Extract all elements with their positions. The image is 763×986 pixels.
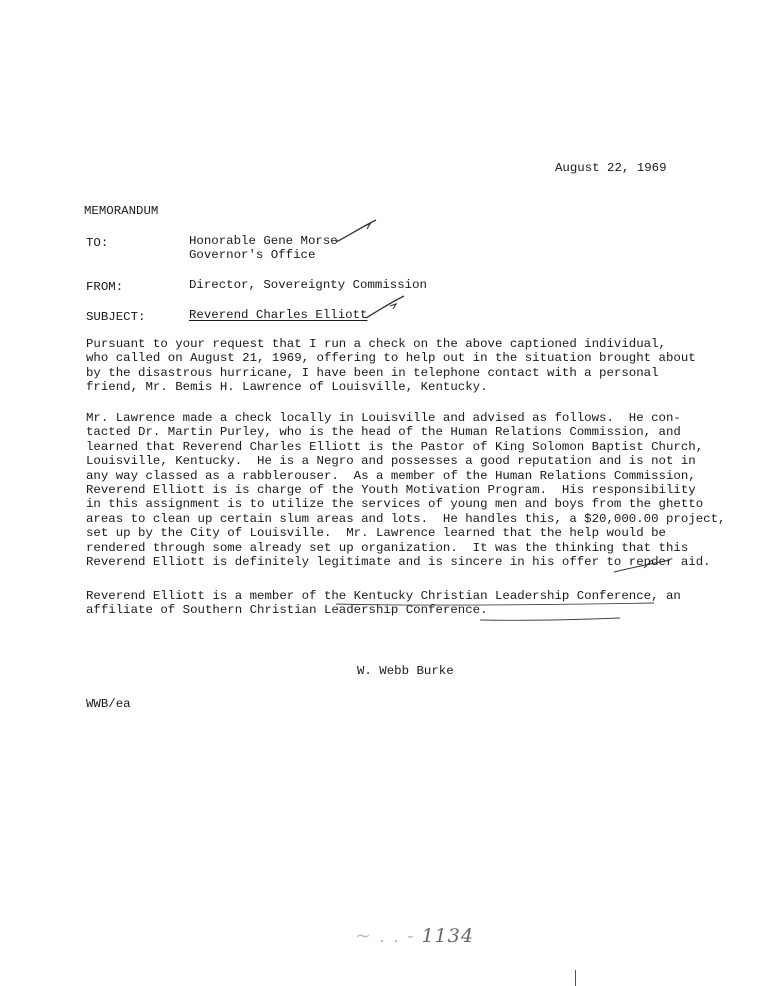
paragraph-2-line: tacted Dr. Martin Purley, who is the head of the Human Relations Commission, and [86, 425, 681, 440]
memo-date: August 22, 1969 [555, 161, 667, 175]
check-mark-to [330, 212, 390, 252]
from-value: Director, Sovereignty Commission [189, 278, 427, 292]
paragraph-2-line: in this assignment is to utilize the services of young men and boys from the ghetto [86, 497, 704, 512]
initials: WWB/ea [86, 697, 131, 711]
paragraph-2-line: rendered through some already set up organization. It was the thinking that this [86, 540, 689, 555]
to-line-1: Honorable Gene Morse [189, 234, 338, 248]
subject-value: Reverend Charles Elliott [189, 308, 368, 322]
underline-mark-render [610, 556, 680, 578]
handwritten-number: 1134 [421, 925, 474, 947]
paragraph-2 [86, 411, 746, 569]
paragraph-1 [86, 337, 746, 395]
paragraph-3-line: Reverend Elliott is a member of the Kentucky Christian Leadership Conference, an [86, 589, 681, 603]
handwritten-page-number [355, 925, 474, 947]
paragraph-2-line: Reverend Elliott is definitely legitimate and is sincere in his offer to render aid. [86, 555, 711, 570]
paragraph-2-line: any way classed as a rabblerouser. As a member of the Human Relations Commission, [86, 468, 696, 483]
paragraph-2-line: learned that Reverend Charles Elliott is the Pastor of King Solomon Baptist Church, [86, 439, 704, 454]
to-label: TO: [86, 236, 109, 250]
paragraph-2-line: set up by the City of Louisville. Mr. Lawrence learned that the help would be [86, 526, 666, 541]
memo-heading: MEMORANDUM [84, 204, 159, 218]
check-mark-subject [362, 292, 412, 326]
paragraph-1-line: Pursuant to your request that I run a check on the above captioned individual, [86, 337, 666, 351]
paragraph-1-line: by the disastrous hurricane, I have been in telephone contact with a personal [86, 365, 659, 380]
subject-label: SUBJECT: [86, 310, 146, 324]
paragraph-2-line: Mr. Lawrence made a check locally in Louisville and advised as follows. He con- [86, 411, 681, 425]
paragraph-2-line: Louisville, Kentucky. He is a Negro and possesses a good reputation and is not in [86, 454, 696, 469]
from-label: FROM: [86, 280, 124, 294]
paragraph-1-line: who called on August 21, 1969, offering to help out in the situation brought about [86, 351, 696, 366]
paragraph-2-line: Reverend Elliott is is charge of the Youth Motivation Program. His responsibility [86, 483, 696, 498]
paragraph-3-line: affiliate of Southern Christian Leadership Conference. [86, 603, 488, 618]
signature: W. Webb Burke [357, 664, 454, 678]
to-line-2: Governor's Office [189, 248, 316, 262]
paragraph-2-line: areas to clean up certain slum areas and lots. He handles this, a $20,000.00 project, [86, 511, 726, 526]
underline-mark-kentucky [330, 600, 660, 630]
faint-prefix-mark: ~ . . - [355, 925, 415, 947]
paragraph-1-line: friend, Mr. Bemis H. Lawrence of Louisville, Kentucky. [86, 380, 488, 395]
page-edge-mark [575, 970, 576, 986]
